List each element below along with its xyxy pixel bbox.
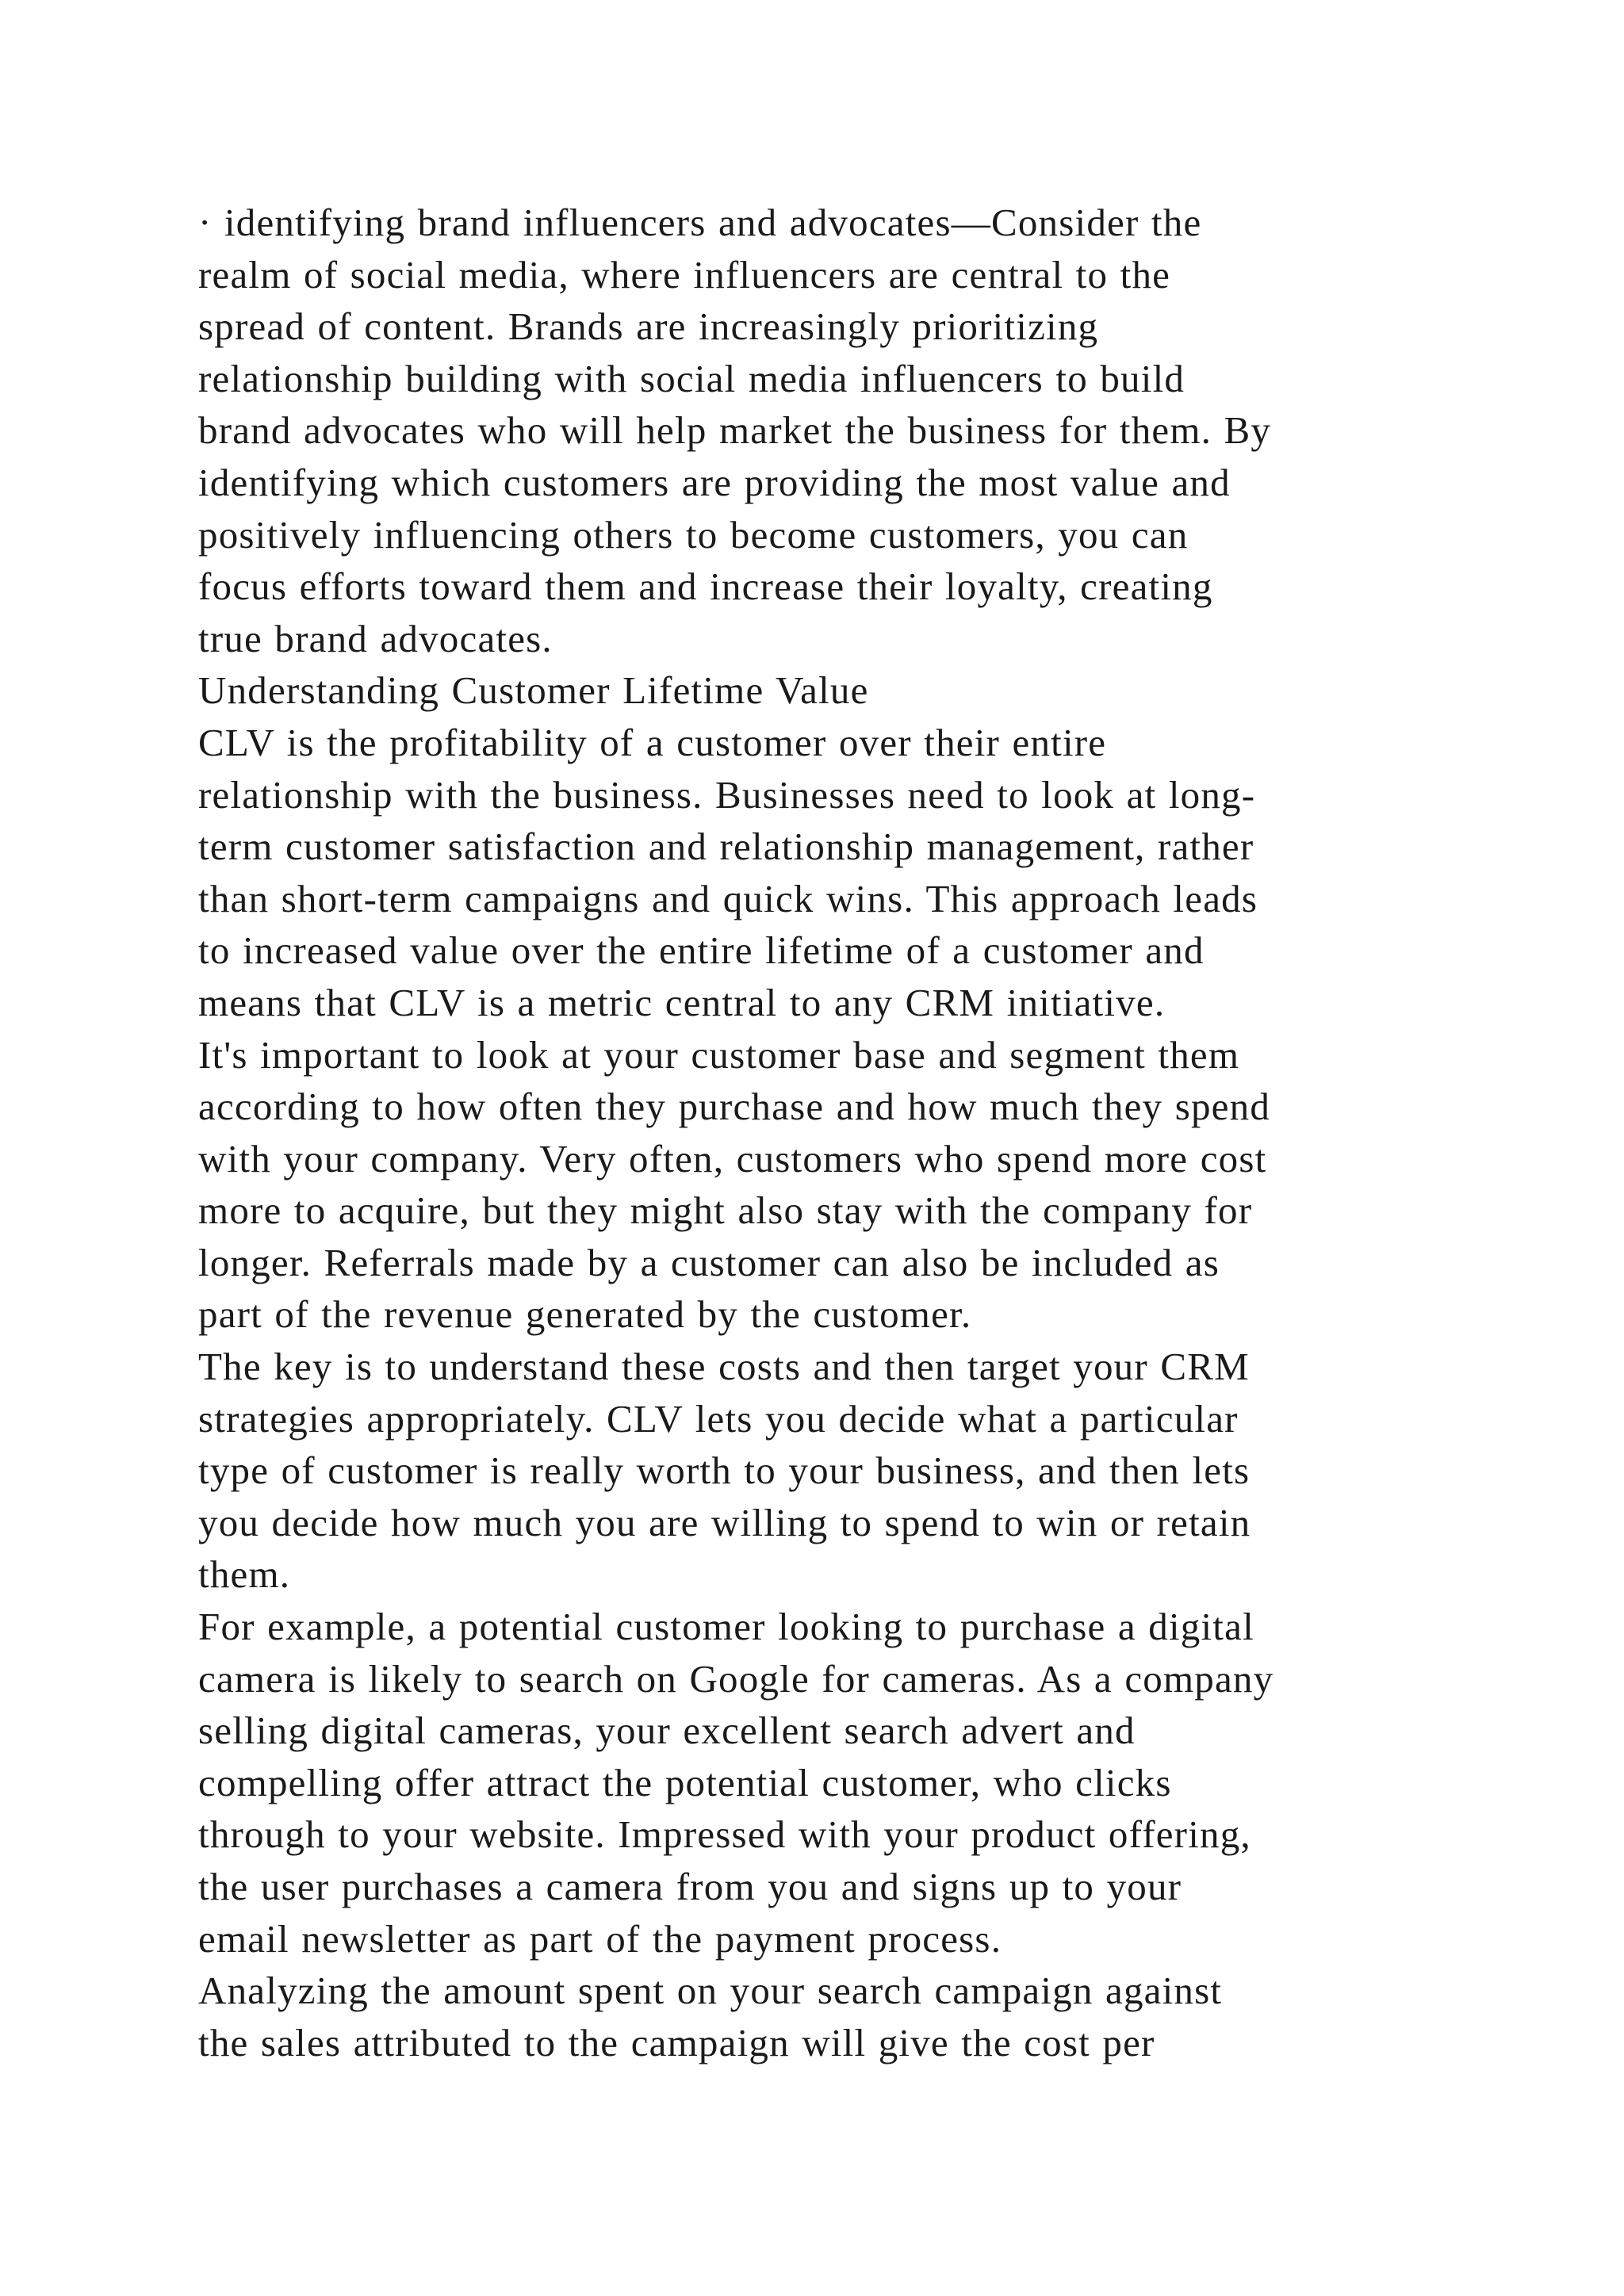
text-line: longer. Referrals made by a customer can also be included as <box>198 1240 1220 1284</box>
text-line: selling digital cameras, your excellent search advert and <box>198 1709 1136 1753</box>
text-line: the user purchases a camera from you and signs up to your <box>198 1865 1182 1908</box>
text-line: brand advocates who will help market the business for them. By <box>198 408 1272 453</box>
text-line: For example, a potential customer looking to purchase a digital <box>198 1605 1254 1649</box>
text-line: Analyzing the amount spent on your search campaign against <box>198 1969 1223 2013</box>
text-line: compelling offer attract the potential customer, who clicks <box>198 1760 1172 1804</box>
text-line: them. <box>198 1552 291 1597</box>
text-line: positively influencing others to become customers, you can <box>198 512 1189 557</box>
text-line: means that CLV is a metric central to any CRM initiative. <box>198 980 1166 1024</box>
text-line: you decide how much you are willing to spend to win or retain <box>198 1500 1251 1544</box>
document-text <box>198 197 1483 2068</box>
text-line: with your company. Very often, customers who spend more cost <box>198 1136 1267 1181</box>
text-line: part of the revenue generated by the customer. <box>198 1292 972 1337</box>
text-line: type of customer is really worth to your business, and then lets <box>198 1448 1251 1493</box>
section-heading: Understanding Customer Lifetime Value <box>198 668 869 713</box>
text-line: email newsletter as part of the payment process. <box>198 1916 1002 1961</box>
text-line: relationship building with social media influencers to build <box>198 356 1185 400</box>
text-line: CLV is the profitability of a customer over their entire <box>198 720 1107 764</box>
text-line: It's important to look at your customer base and segment them <box>198 1032 1240 1077</box>
text-line: the sales attributed to the campaign will give the cost per <box>198 2020 1155 2064</box>
text-line: through to your website. Impressed with your product offering, <box>198 1812 1251 1857</box>
text-line: according to how often they purchase and how much they spend <box>198 1085 1271 1129</box>
text-line: The key is to understand these costs and then target your CRM <box>198 1345 1250 1389</box>
text-line: strategies appropriately. CLV lets you decide what a particular <box>198 1396 1239 1441</box>
text-line: camera is likely to search on Google for cameras. As a company <box>198 1656 1274 1701</box>
text-line: term customer satisfaction and relationship management, rather <box>198 825 1254 869</box>
text-line: realm of social media, where influencers are central to the <box>198 252 1171 297</box>
text-line: than short-term campaigns and quick wins. This approach leads <box>198 876 1258 920</box>
text-line: spread of content. Brands are increasingly prioritizing <box>198 304 1099 349</box>
text-line: · identifying brand influencers and advocates—Consider the <box>198 201 1202 244</box>
text-line: relationship with the business. Businesses need to look at long- <box>198 772 1256 817</box>
text-line: to increased value over the entire lifetime of a customer and <box>198 928 1205 973</box>
text-line: focus efforts toward them and increase their loyalty, creating <box>198 564 1213 609</box>
text-line: identifying which customers are providing the most value and <box>198 460 1231 504</box>
text-line: true brand advocates. <box>198 616 553 660</box>
text-line: more to acquire, but they might also stay with the company for <box>198 1188 1253 1233</box>
